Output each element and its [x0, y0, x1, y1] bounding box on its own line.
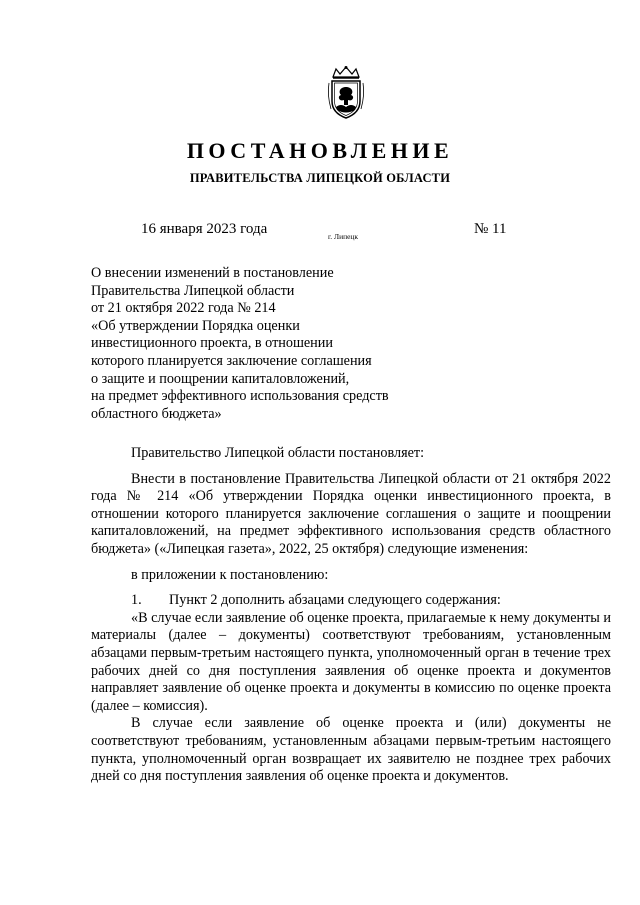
list-item-text: Пункт 2 дополнить абзацами следующего содержания:: [169, 592, 501, 609]
paragraph-quote-1: «В случае если заявление об оценке проекта, прилагаемые к нему документы и материалы (далее – документы) соответствуют требованиям, установленным абзацами первым-третьим настоящего пункта, уполномоченный орган в течение трех рабочих дней со дня поступления заявления об оценке проекта и документов направляет заявление об оценке проекта и документы в комиссию по оценке проекта (далее – комиссия).: [91, 609, 611, 714]
document-subject: [91, 265, 431, 423]
subject-line: о защите и поощрении капиталовложений,: [91, 370, 350, 387]
document-title: ПОСТАНОВЛЕНИЕ: [186, 138, 454, 163]
document-issuer: ПРАВИТЕЛЬСТВА ЛИПЕЦКОЙ ОБЛАСТИ: [189, 171, 451, 185]
subject-line: О внесении изменений в постановление: [91, 265, 334, 281]
subject-line: на предмет эффективного использования средств: [91, 388, 389, 405]
paragraph-resolves: Правительство Липецкой области постановляет:: [131, 445, 425, 461]
subject-line: Правительства Липецкой области: [91, 282, 295, 299]
document-city: г. Липецк: [328, 232, 359, 241]
subject-line: которого планируется заключение соглашения: [91, 352, 372, 369]
paragraph-quote-2: В случае если заявление об оценке проекта и (или) документы не соответствуют требованиям, установленным абзацами первым-третьим настоящего пункта, уполномоченный орган возвращает их заявителю не позднее трех рабочих дней со дня поступления заявления об оценке проекта и документов.: [91, 715, 611, 785]
subject-line: инвестиционного проекта, в отношении: [91, 335, 333, 352]
list-item: [131, 592, 611, 610]
document-body: [91, 445, 611, 786]
subject-line: от 21 октября 2022 года № 214: [91, 300, 276, 317]
subject-line: «Об утверждении Порядка оценки: [91, 317, 300, 334]
document-date: 16 января 2023 года: [141, 221, 268, 237]
paragraph-annex: в приложении к постановлению:: [131, 566, 329, 583]
subject-line: областного бюджета»: [91, 405, 222, 422]
paragraph-amendment: Внести в постановление Правительства Липецкой области от 21 октября 2022 года № 214 «Об утверждении Порядка оценки инвестиционного проекта, в отношении которого планируется заключение соглашения о защите и поощрении капиталовложений, на предмет эффективного использования средств областного бюджета» («Липецкая газета», 2022, 25 октября) следующие изменения:: [91, 470, 611, 557]
list-item-number: 1.: [131, 592, 142, 609]
coat-of-arms-icon: [325, 65, 367, 121]
document-number: № 11: [474, 221, 507, 237]
